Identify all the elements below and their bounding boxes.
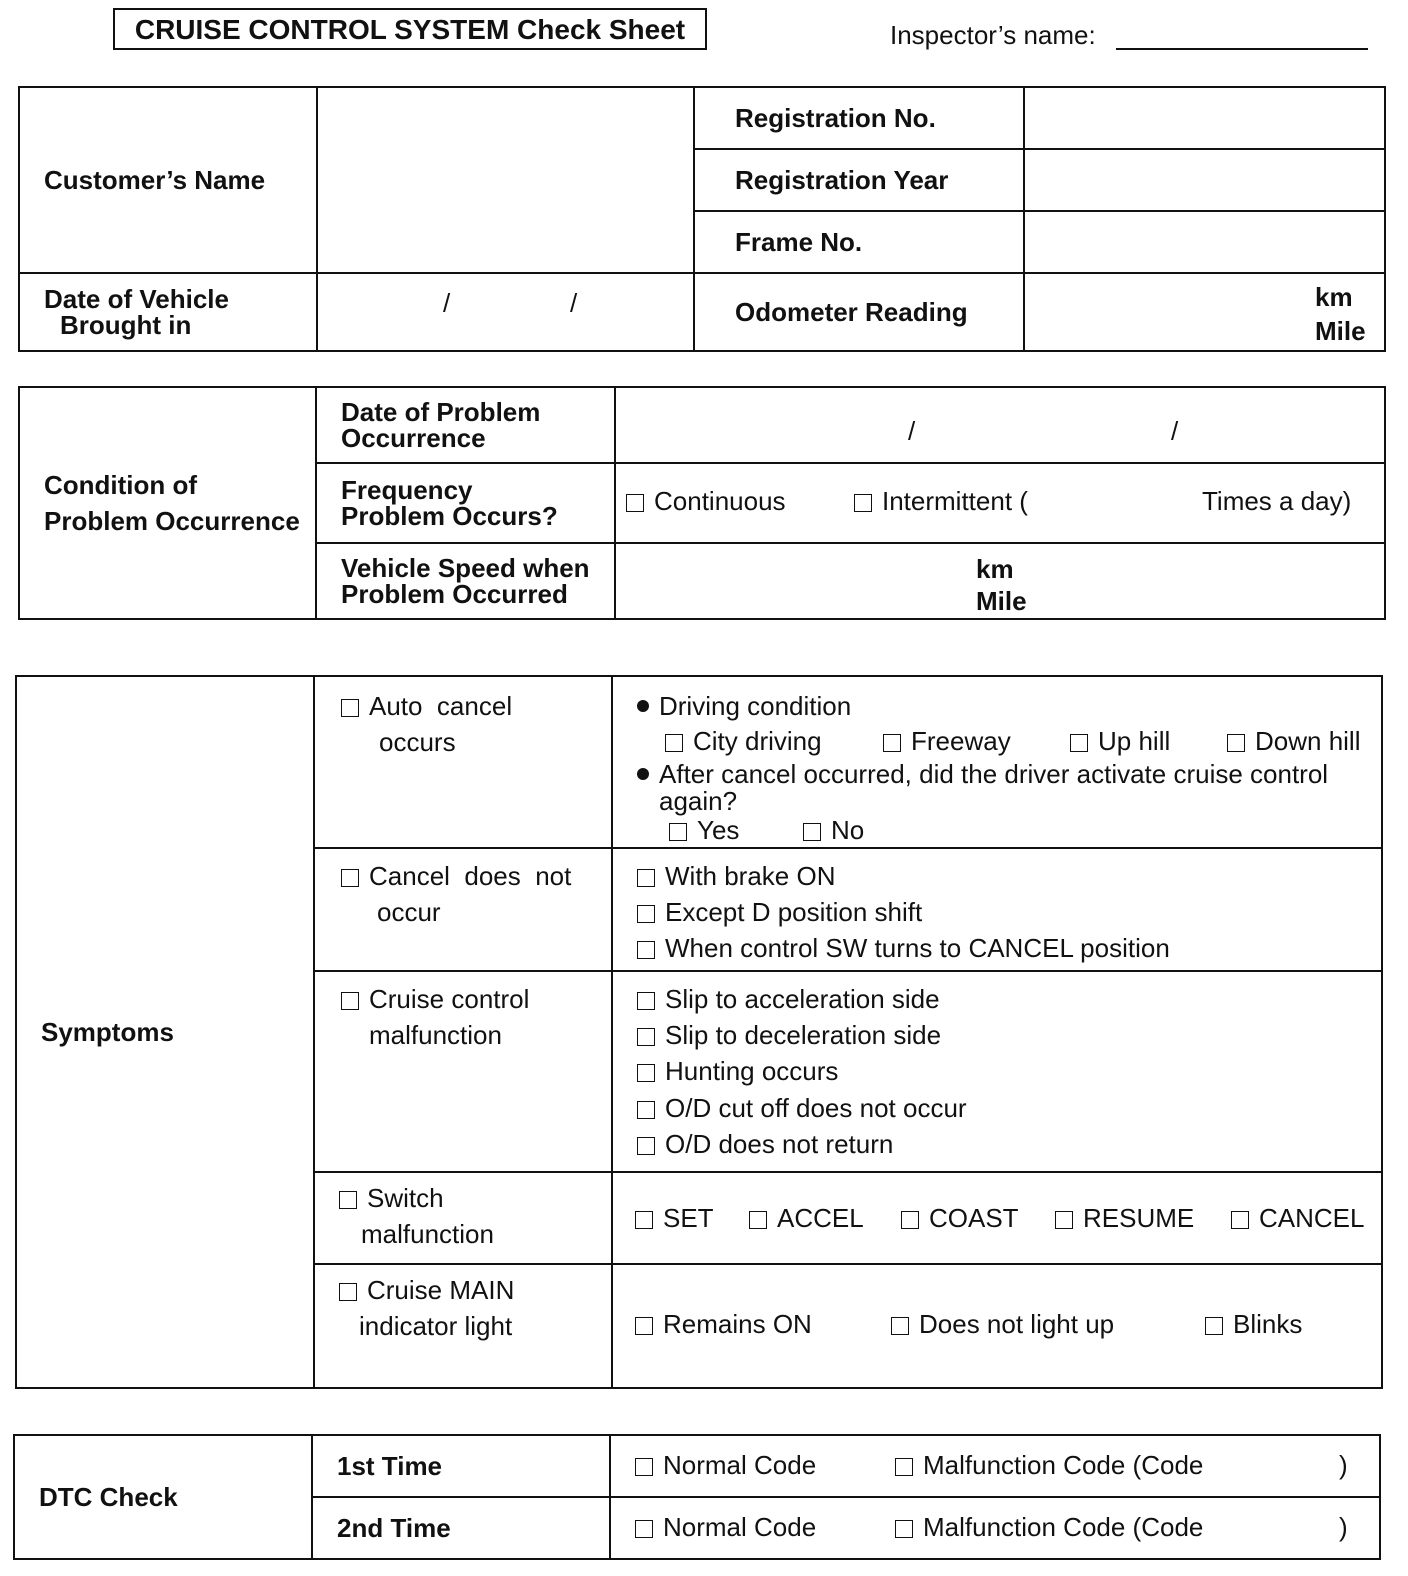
first-malfunction-code-option[interactable]: Malfunction Code (Code — [895, 1448, 1203, 1482]
checkbox-icon[interactable] — [1070, 734, 1088, 752]
checkbox-icon[interactable] — [635, 1458, 653, 1476]
sheet-title: CRUISE CONTROL SYSTEM Check Sheet — [113, 8, 707, 50]
speed-label — [316, 543, 615, 619]
inspector-label: Inspector’s name: — [890, 20, 1096, 50]
checkbox-icon[interactable] — [1227, 734, 1245, 752]
freeway-option[interactable]: Freeway — [883, 724, 1011, 758]
od-not-return-option[interactable]: O/D does not return — [637, 1127, 893, 1161]
cancel-not-occur-item — [314, 848, 612, 971]
condition-label-line2: Problem Occurrence — [44, 506, 300, 536]
checkbox-icon[interactable] — [883, 734, 901, 752]
auto-cancel-details — [612, 676, 1382, 848]
checkbox-icon[interactable] — [341, 992, 359, 1010]
cancel-not-occur-details — [612, 848, 1382, 971]
date-separator: / — [443, 288, 451, 318]
checkbox-icon[interactable] — [637, 941, 655, 959]
dtc-section-label: DTC Check — [14, 1435, 312, 1559]
checkbox-icon[interactable] — [635, 1211, 653, 1229]
problem-date-label — [316, 387, 615, 463]
registration-no-label: Registration No. — [694, 87, 1024, 149]
odometer-label: Odometer Reading — [694, 273, 1024, 351]
main-indicator-details — [612, 1264, 1382, 1388]
bullet-icon — [637, 700, 649, 712]
speed-field[interactable] — [615, 543, 1385, 619]
checkbox-icon[interactable] — [895, 1458, 913, 1476]
condition-section-label — [19, 387, 316, 619]
condition-label-line1: Condition of — [44, 470, 198, 500]
dtc-check-table — [13, 1434, 1381, 1560]
main-indicator-label-line2: indicator light — [359, 1311, 513, 1341]
frequency-options — [615, 463, 1385, 543]
resume-switch-option[interactable]: RESUME — [1055, 1201, 1194, 1235]
customer-name-label: Customer’s Name — [19, 87, 317, 273]
switch-malfunction-label-line2: malfunction — [361, 1219, 494, 1249]
od-cut-off-option[interactable]: O/D cut off does not occur — [637, 1091, 967, 1125]
times-a-day-label: Times a day) — [1202, 486, 1352, 516]
switch-malfunction-option[interactable]: Switch — [339, 1181, 444, 1215]
symptoms-section-label: Symptoms — [16, 676, 314, 1388]
cruise-malfunction-details — [612, 971, 1382, 1172]
auto-cancel-item — [314, 676, 612, 848]
checkbox-icon[interactable] — [637, 1064, 655, 1082]
down-hill-option[interactable]: Down hill — [1227, 724, 1361, 758]
checkbox-icon[interactable] — [854, 494, 872, 512]
accel-switch-option[interactable]: ACCEL — [749, 1201, 864, 1235]
first-normal-code-option[interactable]: Normal Code — [635, 1448, 816, 1482]
checkbox-icon[interactable] — [895, 1520, 913, 1538]
continuous-option[interactable]: Continuous — [626, 484, 786, 518]
date-brought-field[interactable] — [317, 273, 694, 351]
checkbox-icon[interactable] — [637, 992, 655, 1010]
checkbox-icon[interactable] — [669, 823, 687, 841]
inspector-name-field[interactable] — [1116, 48, 1368, 50]
checkbox-icon[interactable] — [637, 1028, 655, 1046]
vehicle-info-table — [18, 86, 1386, 352]
frame-no-label: Frame No. — [694, 211, 1024, 273]
cancel-switch-option[interactable]: CANCEL — [1231, 1201, 1364, 1235]
bullet-icon — [637, 768, 649, 780]
checkbox-icon[interactable] — [626, 494, 644, 512]
frequency-label — [316, 463, 615, 543]
blinks-option[interactable]: Blinks — [1205, 1307, 1302, 1341]
cruise-malfunction-option[interactable]: Cruise control — [341, 982, 529, 1016]
frequency-label-line1: Frequency — [341, 475, 473, 505]
registration-year-label: Registration Year — [694, 149, 1024, 211]
switch-malfunction-item — [314, 1172, 612, 1264]
switch-malfunction-details — [612, 1172, 1382, 1264]
city-driving-option[interactable]: City driving — [665, 724, 822, 758]
first-time-options — [610, 1435, 1380, 1497]
first-time-label: 1st Time — [312, 1435, 610, 1497]
checkbox-icon[interactable] — [803, 823, 821, 841]
does-not-light-option[interactable]: Does not light up — [891, 1307, 1114, 1341]
checkbox-icon[interactable] — [341, 869, 359, 887]
speed-label-line2: Problem Occurred — [341, 579, 568, 609]
except-d-position-option[interactable]: Except D position shift — [637, 895, 922, 929]
cruise-malfunction-label-line2: malfunction — [369, 1020, 502, 1050]
date-brought-label — [19, 273, 317, 351]
checkbox-icon[interactable] — [901, 1211, 919, 1229]
cancel-not-occur-option[interactable]: Cancel does not — [341, 859, 571, 893]
problem-date-label-line1: Date of Problem — [341, 397, 541, 427]
date-separator: / — [908, 416, 916, 446]
second-close-paren: ) — [1339, 1512, 1348, 1542]
up-hill-option[interactable]: Up hill — [1070, 724, 1170, 758]
checkbox-icon[interactable] — [637, 1137, 655, 1155]
checkbox-icon[interactable] — [637, 1101, 655, 1119]
frequency-label-line2: Problem Occurs? — [341, 501, 558, 531]
checkbox-icon[interactable] — [339, 1191, 357, 1209]
main-indicator-item — [314, 1264, 612, 1388]
main-indicator-option[interactable]: Cruise MAIN — [339, 1273, 514, 1307]
no-option[interactable]: No — [803, 813, 864, 847]
checkbox-icon[interactable] — [1231, 1211, 1249, 1229]
with-brake-on-option[interactable]: With brake ON — [637, 859, 836, 893]
auto-cancel-label-line2: occurs — [379, 727, 456, 757]
symptoms-table — [15, 675, 1383, 1389]
date-separator: / — [570, 288, 578, 318]
checkbox-icon[interactable] — [1205, 1317, 1223, 1335]
registration-no-field[interactable] — [1024, 87, 1385, 149]
condition-table — [18, 386, 1386, 620]
checkbox-icon[interactable] — [637, 869, 655, 887]
checkbox-icon[interactable] — [749, 1211, 767, 1229]
yes-option[interactable]: Yes — [669, 813, 739, 847]
checkbox-icon[interactable] — [1055, 1211, 1073, 1229]
reactivate-question-line1: After cancel occurred, did the driver activate cruise control — [637, 757, 1328, 791]
second-normal-code-option[interactable]: Normal Code — [635, 1510, 816, 1544]
checkbox-icon[interactable] — [637, 905, 655, 923]
first-close-paren: ) — [1339, 1450, 1348, 1480]
frame-no-field[interactable] — [1024, 211, 1385, 273]
registration-year-field[interactable] — [1024, 149, 1385, 211]
speed-unit-mile: Mile — [976, 586, 1027, 616]
date-separator: / — [1171, 416, 1179, 446]
checkbox-icon[interactable] — [339, 1283, 357, 1301]
driving-condition-heading: Driving condition — [637, 689, 851, 723]
control-sw-cancel-option[interactable]: When control SW turns to CANCEL position — [637, 931, 1170, 965]
auto-cancel-option[interactable]: Auto cancel — [341, 689, 512, 723]
checkbox-icon[interactable] — [665, 734, 683, 752]
second-malfunction-code-option[interactable]: Malfunction Code (Code — [895, 1510, 1203, 1544]
coast-switch-option[interactable]: COAST — [901, 1201, 1019, 1235]
odometer-unit-km: km — [1315, 282, 1353, 312]
checkbox-icon[interactable] — [891, 1317, 909, 1335]
set-switch-option[interactable]: SET — [635, 1201, 714, 1235]
odometer-unit-mile: Mile — [1315, 316, 1366, 346]
checkbox-icon[interactable] — [635, 1520, 653, 1538]
speed-label-line1: Vehicle Speed when — [341, 553, 590, 583]
checkbox-icon[interactable] — [635, 1317, 653, 1335]
slip-deceleration-option[interactable]: Slip to deceleration side — [637, 1018, 941, 1052]
problem-date-field[interactable] — [615, 387, 1385, 463]
speed-unit-km: km — [976, 554, 1014, 584]
checkbox-icon[interactable] — [341, 699, 359, 717]
date-brought-label-line1: Date of Vehicle — [44, 284, 229, 314]
problem-date-label-line2: Occurrence — [341, 423, 486, 453]
intermittent-option[interactable]: Intermittent ( — [854, 484, 1028, 518]
cancel-not-occur-label-line2: occur — [377, 897, 441, 927]
date-brought-label-line2: Brought in — [60, 310, 192, 340]
hunting-occurs-option[interactable]: Hunting occurs — [637, 1054, 838, 1088]
reactivate-question-line2: again? — [659, 786, 738, 816]
slip-acceleration-option[interactable]: Slip to acceleration side — [637, 982, 940, 1016]
second-time-options — [610, 1497, 1380, 1559]
second-time-label: 2nd Time — [312, 1497, 610, 1559]
odometer-field[interactable] — [1024, 273, 1385, 351]
customer-name-field[interactable] — [317, 87, 694, 273]
cruise-malfunction-item — [314, 971, 612, 1172]
remains-on-option[interactable]: Remains ON — [635, 1307, 812, 1341]
